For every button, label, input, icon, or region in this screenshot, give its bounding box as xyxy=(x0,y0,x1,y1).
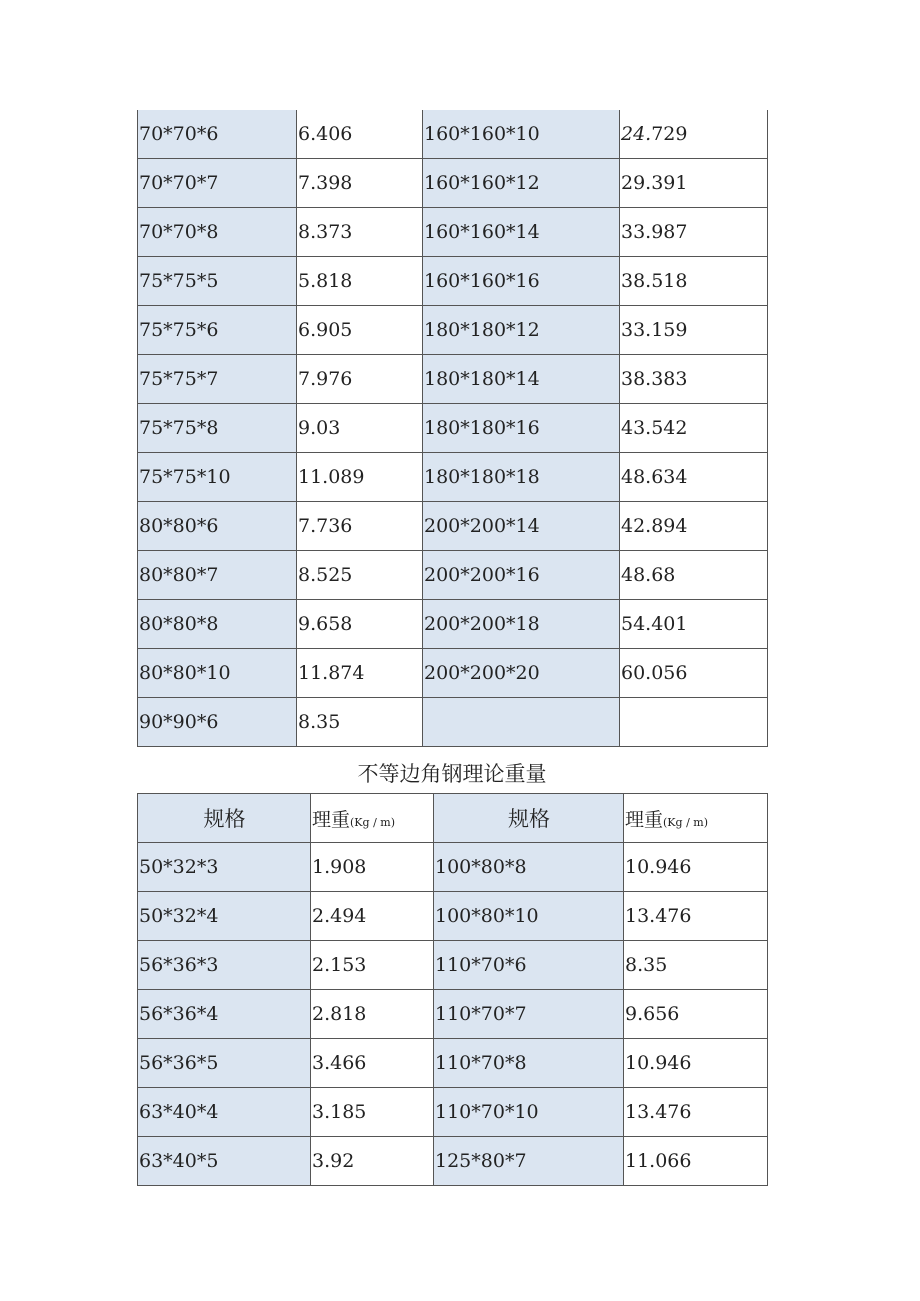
spec-cell: 70*70*7 xyxy=(138,159,297,208)
weight-cell: 8.35 xyxy=(624,941,768,990)
weight-cell: 6.406 xyxy=(297,110,423,159)
spec-cell: 75*75*5 xyxy=(138,257,297,306)
table-row xyxy=(138,1088,768,1137)
weight-cell: 33.987 xyxy=(620,208,768,257)
weight-cell: 2.818 xyxy=(311,990,434,1039)
spec-column-header: 规格 xyxy=(138,794,311,843)
weight-cell: 9.03 xyxy=(297,404,423,453)
weight-cell: 38.383 xyxy=(620,355,768,404)
table-header-row xyxy=(138,794,768,843)
weight-cell: 54.401 xyxy=(620,600,768,649)
spec-cell: 63*40*4 xyxy=(138,1088,311,1137)
spec-cell: 180*180*12 xyxy=(423,306,620,355)
spec-cell xyxy=(423,698,620,747)
spec-cell: 100*80*8 xyxy=(434,843,624,892)
spec-cell: 80*80*8 xyxy=(138,600,297,649)
weight-cell: 33.159 xyxy=(620,306,768,355)
spec-cell: 80*80*7 xyxy=(138,551,297,600)
weight-cell: 3.92 xyxy=(311,1137,434,1186)
table-row xyxy=(138,159,768,208)
spec-cell: 160*160*16 xyxy=(423,257,620,306)
weight-cell: 7.736 xyxy=(297,502,423,551)
weight-cell: 13.476 xyxy=(624,1088,768,1137)
weight-cell: 5.818 xyxy=(297,257,423,306)
spec-cell: 80*80*6 xyxy=(138,502,297,551)
spec-cell: 50*32*3 xyxy=(138,843,311,892)
spec-cell: 70*70*6 xyxy=(138,110,297,159)
spec-cell: 160*160*10 xyxy=(423,110,620,159)
weight-cell: 7.976 xyxy=(297,355,423,404)
weight-column-header xyxy=(624,794,768,843)
spec-cell: 160*160*12 xyxy=(423,159,620,208)
weight-header-label: 理重 xyxy=(625,808,664,831)
table-row xyxy=(138,990,768,1039)
spec-cell: 200*200*16 xyxy=(423,551,620,600)
weight-cell: 60.056 xyxy=(620,649,768,698)
spec-cell: 110*70*8 xyxy=(434,1039,624,1088)
spec-cell: 63*40*5 xyxy=(138,1137,311,1186)
spec-cell: 56*36*5 xyxy=(138,1039,311,1088)
weight-cell: 43.542 xyxy=(620,404,768,453)
spec-cell: 160*160*14 xyxy=(423,208,620,257)
spec-cell: 200*200*14 xyxy=(423,502,620,551)
spec-cell: 125*80*7 xyxy=(434,1137,624,1186)
spec-cell: 75*75*6 xyxy=(138,306,297,355)
spec-cell: 56*36*4 xyxy=(138,990,311,1039)
spec-cell: 80*80*10 xyxy=(138,649,297,698)
weight-cell xyxy=(620,110,768,159)
unequal-angle-weight-table xyxy=(137,793,768,1186)
weight-cell: 2.494 xyxy=(311,892,434,941)
spec-cell: 110*70*7 xyxy=(434,990,624,1039)
weight-cell: 10.946 xyxy=(624,843,768,892)
table-row xyxy=(138,843,768,892)
weight-cell xyxy=(620,698,768,747)
weight-cell: 8.525 xyxy=(297,551,423,600)
weight-italic-part: 24. xyxy=(621,123,652,145)
table-row xyxy=(138,110,768,159)
unequal-angle-table-body xyxy=(138,794,768,1186)
weight-header-unit: (Kg / m) xyxy=(663,815,708,829)
spec-cell: 100*80*10 xyxy=(434,892,624,941)
weight-cell: 38.518 xyxy=(620,257,768,306)
equal-angle-weight-table xyxy=(137,110,768,747)
table-row xyxy=(138,1039,768,1088)
weight-cell: 9.656 xyxy=(624,990,768,1039)
table-row xyxy=(138,404,768,453)
weight-cell: 11.066 xyxy=(624,1137,768,1186)
weight-cell: 6.905 xyxy=(297,306,423,355)
spec-cell: 50*32*4 xyxy=(138,892,311,941)
weight-cell: 3.185 xyxy=(311,1088,434,1137)
table-row xyxy=(138,502,768,551)
table-row xyxy=(138,551,768,600)
spec-cell: 90*90*6 xyxy=(138,698,297,747)
spec-column-header: 规格 xyxy=(434,794,624,843)
table-row xyxy=(138,1137,768,1186)
unequal-angle-section-title: 不等边角钢理论重量 xyxy=(357,762,547,786)
spec-cell: 70*70*8 xyxy=(138,208,297,257)
table-row xyxy=(138,355,768,404)
weight-cell: 42.894 xyxy=(620,502,768,551)
table-row xyxy=(138,208,768,257)
weight-column-header xyxy=(311,794,434,843)
weight-cell: 1.908 xyxy=(311,843,434,892)
spec-cell: 200*200*18 xyxy=(423,600,620,649)
spec-cell: 110*70*6 xyxy=(434,941,624,990)
table-row xyxy=(138,306,768,355)
weight-cell: 10.946 xyxy=(624,1039,768,1088)
equal-angle-table-body xyxy=(138,110,768,747)
weight-cell: 11.874 xyxy=(297,649,423,698)
weight-cell: 48.68 xyxy=(620,551,768,600)
weight-cell: 3.466 xyxy=(311,1039,434,1088)
weight-header-label: 理重 xyxy=(312,808,351,831)
table-row xyxy=(138,698,768,747)
table-row xyxy=(138,649,768,698)
weight-header-unit: (Kg / m) xyxy=(350,815,395,829)
table-row xyxy=(138,600,768,649)
weight-cell: 9.658 xyxy=(297,600,423,649)
spec-cell: 180*180*18 xyxy=(423,453,620,502)
table-row xyxy=(138,941,768,990)
weight-cell: 11.089 xyxy=(297,453,423,502)
weight-cell: 7.398 xyxy=(297,159,423,208)
spec-cell: 180*180*16 xyxy=(423,404,620,453)
weight-cell: 48.634 xyxy=(620,453,768,502)
spec-cell: 75*75*10 xyxy=(138,453,297,502)
weight-cell: 29.391 xyxy=(620,159,768,208)
spec-cell: 200*200*20 xyxy=(423,649,620,698)
spec-cell: 56*36*3 xyxy=(138,941,311,990)
spec-cell: 110*70*10 xyxy=(434,1088,624,1137)
table-row xyxy=(138,257,768,306)
spec-cell: 180*180*14 xyxy=(423,355,620,404)
weight-cell: 8.373 xyxy=(297,208,423,257)
table-row xyxy=(138,892,768,941)
weight-cell: 13.476 xyxy=(624,892,768,941)
spec-cell: 75*75*7 xyxy=(138,355,297,404)
table-row xyxy=(138,453,768,502)
spec-cell: 75*75*8 xyxy=(138,404,297,453)
weight-rest-part: 729 xyxy=(651,123,688,145)
weight-cell: 2.153 xyxy=(311,941,434,990)
weight-cell: 8.35 xyxy=(297,698,423,747)
